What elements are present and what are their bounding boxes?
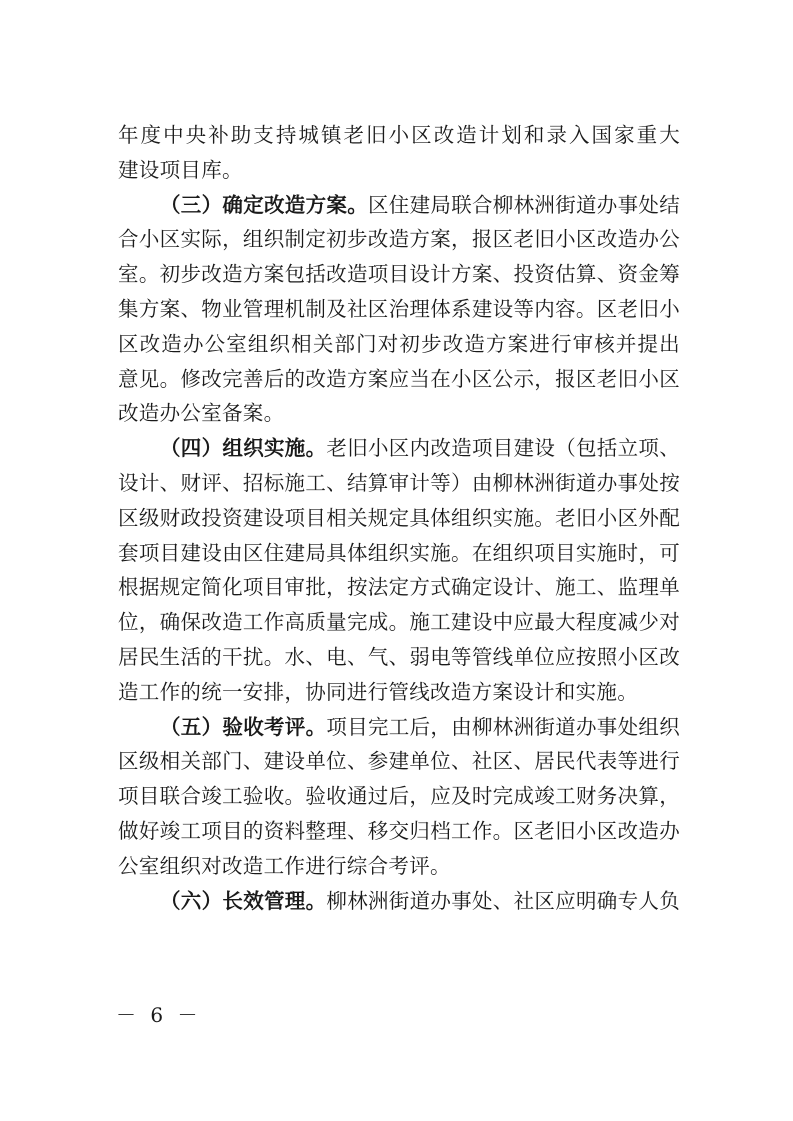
text-line: 区级相关部门、建设单位、参建单位、社区、居民代表等进行	[118, 749, 680, 774]
text-line: 改造办公室备案。	[118, 401, 285, 426]
text-line: 合小区实际，组织制定初步改造方案，报区老旧小区改造办公	[118, 227, 680, 252]
body-text	[118, 118, 680, 918]
text-line: 造工作的统一安排，协同进行管线改造方案设计和实施。	[118, 679, 638, 704]
text-line: 项目联合竣工验收。验收通过后，应及时完成竣工财务决算，	[118, 784, 680, 809]
text-line: 根据规定简化项目审批，按法定方式确定设计、施工、监理单	[118, 575, 680, 600]
text-line: 设计、财评、招标施工、结算审计等）由柳林洲街道办事处按	[118, 470, 680, 495]
section-4-text: 老旧小区内改造项目建设（包括立项、	[326, 436, 681, 461]
section-3-heading: （三）确定改造方案。	[160, 192, 368, 217]
text-line: 室。初步改造方案包括改造项目设计方案、投资估算、资金筹	[118, 262, 680, 287]
section-5-first-line	[118, 710, 680, 745]
section-4-heading: （四）组织实施。	[160, 436, 327, 461]
section-6-text: 柳林洲街道办事处、社区应明确专人负	[326, 888, 681, 913]
text-line: 做好竣工项目的资料整理、移交归档工作。区老旧小区改造办	[118, 818, 680, 843]
section-6-first-line	[118, 884, 680, 919]
text-line: 区级财政投资建设项目相关规定具体组织实施。老旧小区外配	[118, 505, 680, 530]
page-number: － 6 －	[116, 1003, 202, 1027]
section-6-heading: （六）长效管理。	[160, 888, 327, 913]
text-line: 位，确保改造工作高质量完成。施工建设中应最大程度减少对	[118, 610, 680, 635]
section-3-text: 区住建局联合柳林洲街道办事处结	[368, 192, 680, 217]
text-line: 套项目建设由区住建局具体组织实施。在组织项目实施时，可	[118, 540, 680, 565]
text-line: 建设项目库。	[118, 157, 243, 182]
section-3-first-line	[118, 188, 680, 223]
section-4-first-line	[118, 431, 680, 466]
text-line: 意见。修改完善后的改造方案应当在小区公示，报区老旧小区	[118, 366, 680, 391]
text-line: 年度中央补助支持城镇老旧小区改造计划和录入国家重大	[118, 123, 680, 147]
text-line: 集方案、物业管理机制及社区治理体系建设等内容。区老旧小	[118, 296, 680, 321]
text-line: 居民生活的干扰。水、电、气、弱电等管线单位应按照小区改	[118, 644, 680, 669]
text-line: 区改造办公室组织相关部门对初步改造方案进行审核并提出	[118, 331, 680, 356]
section-5-heading: （五）验收考评。	[160, 714, 327, 739]
section-5-text: 项目完工后，由柳林洲街道办事处组织	[326, 714, 681, 739]
text-line: 公室组织对改造工作进行综合考评。	[118, 853, 451, 878]
